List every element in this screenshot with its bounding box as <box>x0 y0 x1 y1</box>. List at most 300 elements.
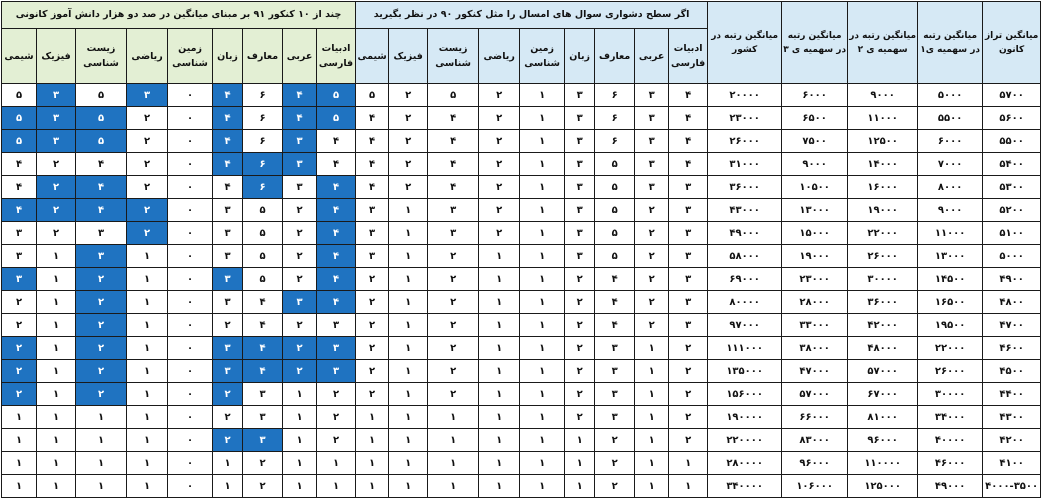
score90-cell: ۱ <box>635 406 669 429</box>
score90-cell: ۲ <box>428 314 479 337</box>
score90-cell: ۳ <box>595 383 635 406</box>
score90-cell: ۲ <box>669 360 708 383</box>
score91-cell: ۵ <box>317 84 356 107</box>
score91-cell: ۲ <box>2 337 37 360</box>
score91-cell: ۲ <box>76 314 127 337</box>
score90-cell: ۵ <box>595 222 635 245</box>
value-cell: ۲۸۰۰۰۰ <box>708 452 782 475</box>
score91-cell: ۳ <box>243 406 283 429</box>
score91-cell: ۱ <box>76 429 127 452</box>
value-cell: ۴۷۰۰۰ <box>782 360 848 383</box>
score90-cell: ۳ <box>565 199 595 222</box>
score91-cell: ۱ <box>2 475 37 498</box>
score90-cell: ۳ <box>565 107 595 130</box>
score91-cell: ۱ <box>37 383 76 406</box>
score90-cell: ۴ <box>428 176 479 199</box>
value-cell: ۵۴۰۰ <box>983 153 1041 176</box>
score90-cell: ۲ <box>565 314 595 337</box>
score90-cell: ۲ <box>389 84 428 107</box>
score90-cell: ۲ <box>356 383 389 406</box>
score90-cell: ۴ <box>356 153 389 176</box>
score90-cell: ۱ <box>520 475 565 498</box>
value-cell: ۱۶۵۰۰ <box>918 291 983 314</box>
score91-cell: ۴ <box>317 245 356 268</box>
score91-cell: ۲ <box>213 429 243 452</box>
table-row <box>2 360 1041 383</box>
score90-cell: ۱ <box>520 360 565 383</box>
score91-cell: ۲ <box>37 222 76 245</box>
score91-cell: ۰ <box>168 107 213 130</box>
score91-cell: ۳ <box>2 268 37 291</box>
score91-cell: ۲ <box>76 383 127 406</box>
score90-cell: ۲ <box>595 429 635 452</box>
score90-cell: ۱ <box>428 452 479 475</box>
score90-cell: ۱ <box>520 130 565 153</box>
subject-header-geology-90: زمین شناسی <box>520 29 565 84</box>
score90-cell: ۵ <box>595 199 635 222</box>
value-cell: ۲۶۰۰۰ <box>848 245 918 268</box>
score90-cell: ۱ <box>389 360 428 383</box>
score91-cell: ۱ <box>37 452 76 475</box>
score90-cell: ۳ <box>595 337 635 360</box>
score91-cell: ۲ <box>283 245 317 268</box>
score90-cell: ۲ <box>428 245 479 268</box>
value-cell: ۴۹۰۰۰ <box>708 222 782 245</box>
score91-cell: ۰ <box>168 475 213 498</box>
score90-cell: ۳ <box>595 406 635 429</box>
value-cell: ۴۸۰۰۰ <box>848 337 918 360</box>
score91-cell: ۳ <box>213 245 243 268</box>
score90-cell: ۱ <box>520 245 565 268</box>
score90-cell: ۱ <box>479 383 520 406</box>
score91-cell: ۰ <box>168 452 213 475</box>
score90-cell: ۱ <box>635 429 669 452</box>
value-cell: ۱۲۵۰۰۰ <box>848 475 918 498</box>
score90-cell: ۴ <box>669 130 708 153</box>
score91-cell: ۴ <box>243 337 283 360</box>
value-cell: ۸۰۰۰ <box>918 176 983 199</box>
score91-cell: ۲ <box>283 314 317 337</box>
value-cell: ۶۰۰۰ <box>782 84 848 107</box>
score90-cell: ۲ <box>635 245 669 268</box>
score90-cell: ۲ <box>389 107 428 130</box>
score90-cell: ۳ <box>595 360 635 383</box>
score90-cell: ۳ <box>428 199 479 222</box>
score91-cell: ۴ <box>76 176 127 199</box>
score90-cell: ۱ <box>520 383 565 406</box>
score90-cell: ۱ <box>520 406 565 429</box>
score91-cell: ۵ <box>2 107 37 130</box>
score91-cell: ۲ <box>127 153 168 176</box>
score91-cell: ۲ <box>76 337 127 360</box>
score91-cell: ۴ <box>317 268 356 291</box>
score91-cell: ۲ <box>283 360 317 383</box>
value-cell: ۳۴۰۰۰۰ <box>708 475 782 498</box>
score90-cell: ۲ <box>356 291 389 314</box>
score90-cell: ۱ <box>635 337 669 360</box>
score91-cell: ۲ <box>37 176 76 199</box>
score91-cell: ۳ <box>2 245 37 268</box>
score91-cell: ۳ <box>127 84 168 107</box>
value-cell: ۱۹۰۰۰ <box>782 245 848 268</box>
score90-cell: ۱ <box>479 475 520 498</box>
score91-cell: ۲ <box>76 291 127 314</box>
subject-header-english-91: زبان <box>213 29 243 84</box>
score91-cell: ۲ <box>127 130 168 153</box>
score90-cell: ۴ <box>595 291 635 314</box>
score90-cell: ۳ <box>428 222 479 245</box>
subject-header-religion-90: معارف <box>595 29 635 84</box>
score90-cell: ۲ <box>669 383 708 406</box>
col-header-quota2: میانگین رتبه در سهمیه ی ۲ <box>848 2 918 84</box>
value-cell: ۱۳۰۰۰ <box>782 199 848 222</box>
score90-cell: ۱ <box>389 429 428 452</box>
value-cell: ۱۱۰۰۰ <box>848 107 918 130</box>
score91-cell: ۳ <box>213 199 243 222</box>
value-cell: ۴۰۰۰۰ <box>918 429 983 452</box>
score91-cell: ۰ <box>168 314 213 337</box>
score91-cell: ۴ <box>213 176 243 199</box>
score90-cell: ۱ <box>669 475 708 498</box>
score90-cell: ۲ <box>356 268 389 291</box>
score90-cell: ۳ <box>635 153 669 176</box>
value-cell: ۲۲۰۰۰ <box>848 222 918 245</box>
value-cell: ۲۰۰۰۰ <box>708 84 782 107</box>
table-row <box>2 84 1041 107</box>
score90-cell: ۲ <box>428 360 479 383</box>
score91-cell: ۲ <box>76 360 127 383</box>
value-cell: ۴۲۰۰۰ <box>848 314 918 337</box>
score90-cell: ۱ <box>520 268 565 291</box>
score90-cell: ۱ <box>389 406 428 429</box>
score90-cell: ۳ <box>565 176 595 199</box>
score91-cell: ۲ <box>127 107 168 130</box>
score90-cell: ۲ <box>479 199 520 222</box>
score91-cell: ۳ <box>283 130 317 153</box>
value-cell: ۴۱۰۰ <box>983 452 1041 475</box>
score91-cell: ۰ <box>168 199 213 222</box>
score90-cell: ۴ <box>428 130 479 153</box>
value-cell: ۱۹۰۰۰ <box>848 199 918 222</box>
score90-cell: ۲ <box>669 337 708 360</box>
score91-cell: ۴ <box>283 84 317 107</box>
score91-cell: ۳ <box>37 107 76 130</box>
score90-cell: ۲ <box>356 360 389 383</box>
score90-cell: ۵ <box>595 245 635 268</box>
score91-cell: ۳ <box>283 153 317 176</box>
score91-cell: ۱ <box>37 475 76 498</box>
score90-cell: ۲ <box>428 337 479 360</box>
score90-cell: ۳ <box>635 176 669 199</box>
score90-cell: ۱ <box>479 337 520 360</box>
score91-cell: ۵ <box>76 84 127 107</box>
score91-cell: ۴ <box>243 360 283 383</box>
score91-cell: ۵ <box>2 84 37 107</box>
score91-cell: ۲ <box>76 268 127 291</box>
score90-cell: ۳ <box>565 153 595 176</box>
score90-cell: ۲ <box>389 176 428 199</box>
group-header-91: چند از ۱۰ کنکور ۹۱ بر مبنای میانگین در صد دو هزار دانش آموز کانونی <box>2 2 356 29</box>
score91-cell: ۲ <box>213 383 243 406</box>
score91-cell: ۱ <box>76 406 127 429</box>
value-cell: ۷۰۰۰ <box>918 153 983 176</box>
value-cell: ۴۷۰۰ <box>983 314 1041 337</box>
value-cell: ۹۷۰۰۰ <box>708 314 782 337</box>
value-cell: ۵۱۰۰ <box>983 222 1041 245</box>
score91-cell: ۵ <box>2 130 37 153</box>
score90-cell: ۱ <box>635 475 669 498</box>
score91-cell: ۲ <box>317 406 356 429</box>
score90-cell: ۲ <box>565 337 595 360</box>
score91-cell: ۳ <box>213 291 243 314</box>
value-cell: ۳۶۰۰۰ <box>708 176 782 199</box>
table-row <box>2 406 1041 429</box>
score90-cell: ۲ <box>479 176 520 199</box>
score91-cell: ۰ <box>168 406 213 429</box>
score91-cell: ۱ <box>283 475 317 498</box>
value-cell: ۱۵۶۰۰۰ <box>708 383 782 406</box>
score91-cell: ۴ <box>2 153 37 176</box>
score91-cell: ۰ <box>168 222 213 245</box>
score91-cell: ۶ <box>243 176 283 199</box>
score91-cell: ۱ <box>37 314 76 337</box>
score90-cell: ۲ <box>635 268 669 291</box>
subject-header-arabic-90: عربی <box>635 29 669 84</box>
value-cell: ۱۱۰۰۰۰ <box>848 452 918 475</box>
value-cell: ۱۱۰۰۰ <box>918 222 983 245</box>
score90-cell: ۳ <box>669 176 708 199</box>
score90-cell: ۲ <box>356 337 389 360</box>
subject-header-geology-91: زمین شناسی <box>168 29 213 84</box>
score91-cell: ۱ <box>127 337 168 360</box>
score91-cell: ۴ <box>213 153 243 176</box>
score91-cell: ۴ <box>2 176 37 199</box>
score91-cell: ۶ <box>243 130 283 153</box>
score90-cell: ۱ <box>635 383 669 406</box>
score91-cell: ۳ <box>2 222 37 245</box>
score90-cell: ۳ <box>669 314 708 337</box>
value-cell: ۹۶۰۰۰ <box>782 452 848 475</box>
subject-header-physics-91: فیزیک <box>37 29 76 84</box>
score90-cell: ۳ <box>635 130 669 153</box>
score90-cell: ۲ <box>428 383 479 406</box>
rank-table <box>1 1 1041 498</box>
score90-cell: ۳ <box>669 199 708 222</box>
score91-cell: ۲ <box>2 314 37 337</box>
score90-cell: ۴ <box>669 153 708 176</box>
value-cell: ۵۶۰۰ <box>983 107 1041 130</box>
score91-cell: ۳ <box>213 337 243 360</box>
score90-cell: ۲ <box>565 291 595 314</box>
score90-cell: ۲ <box>389 153 428 176</box>
value-cell: ۱۴۵۰۰ <box>918 268 983 291</box>
score90-cell: ۱ <box>565 475 595 498</box>
score91-cell: ۱ <box>127 475 168 498</box>
score91-cell: ۲ <box>283 337 317 360</box>
col-header-taraz: میانگین تراز کانون <box>983 2 1041 84</box>
value-cell: ۸۱۰۰۰ <box>848 406 918 429</box>
value-cell: ۶۶۰۰۰ <box>782 406 848 429</box>
score91-cell: ۱ <box>213 475 243 498</box>
value-cell: ۱۹۵۰۰ <box>918 314 983 337</box>
score91-cell: ۳ <box>37 84 76 107</box>
value-cell: ۹۰۰۰ <box>918 199 983 222</box>
table-row <box>2 429 1041 452</box>
score91-cell: ۱ <box>37 360 76 383</box>
score91-cell: ۱ <box>2 429 37 452</box>
value-cell: ۴۲۰۰ <box>983 429 1041 452</box>
score91-cell: ۲ <box>37 153 76 176</box>
value-cell: ۴۰۰۰-۳۵۰۰ <box>983 475 1041 498</box>
value-cell: ۵۷۰۰ <box>983 84 1041 107</box>
score90-cell: ۱ <box>356 452 389 475</box>
score90-cell: ۲ <box>595 452 635 475</box>
score91-cell: ۱ <box>213 452 243 475</box>
value-cell: ۱۲۵۰۰ <box>848 130 918 153</box>
value-cell: ۱۵۰۰۰ <box>782 222 848 245</box>
score91-cell: ۵ <box>76 107 127 130</box>
score90-cell: ۶ <box>595 84 635 107</box>
score91-cell: ۱ <box>76 452 127 475</box>
score91-cell: ۴ <box>317 222 356 245</box>
score90-cell: ۳ <box>356 245 389 268</box>
score91-cell: ۱ <box>317 452 356 475</box>
value-cell: ۵۲۰۰ <box>983 199 1041 222</box>
score91-cell: ۳ <box>283 291 317 314</box>
score90-cell: ۱ <box>389 475 428 498</box>
value-cell: ۵۳۰۰ <box>983 176 1041 199</box>
value-cell: ۷۵۰۰ <box>782 130 848 153</box>
score91-cell: ۳ <box>213 268 243 291</box>
score91-cell: ۰ <box>168 84 213 107</box>
score90-cell: ۳ <box>565 245 595 268</box>
subject-header-chemistry-90: شیمی <box>356 29 389 84</box>
score90-cell: ۲ <box>389 130 428 153</box>
value-cell: ۶۷۰۰۰ <box>848 383 918 406</box>
table-row <box>2 452 1041 475</box>
score90-cell: ۴ <box>356 176 389 199</box>
score90-cell: ۳ <box>565 222 595 245</box>
value-cell: ۴۹۰۰ <box>983 268 1041 291</box>
value-cell: ۴۶۰۰۰ <box>918 452 983 475</box>
score91-cell: ۱ <box>283 429 317 452</box>
value-cell: ۹۰۰۰ <box>848 84 918 107</box>
value-cell: ۵۵۰۰ <box>918 107 983 130</box>
score91-cell: ۰ <box>168 337 213 360</box>
score90-cell: ۱ <box>520 452 565 475</box>
value-cell: ۴۳۰۰۰ <box>708 199 782 222</box>
value-cell: ۳۱۰۰۰ <box>708 153 782 176</box>
value-cell: ۳۶۰۰۰ <box>848 291 918 314</box>
score91-cell: ۰ <box>168 429 213 452</box>
score91-cell: ۲ <box>127 176 168 199</box>
score90-cell: ۱ <box>520 176 565 199</box>
score90-cell: ۵ <box>428 84 479 107</box>
score91-cell: ۲ <box>317 429 356 452</box>
score90-cell: ۳ <box>356 199 389 222</box>
score90-cell: ۲ <box>479 222 520 245</box>
score90-cell: ۲ <box>635 199 669 222</box>
col-header-country: میانگین رتبه در کشور <box>708 2 782 84</box>
score90-cell: ۱ <box>389 337 428 360</box>
score91-cell: ۵ <box>243 268 283 291</box>
value-cell: ۴۵۰۰ <box>983 360 1041 383</box>
score91-cell: ۴ <box>317 130 356 153</box>
score90-cell: ۲ <box>565 406 595 429</box>
value-cell: ۹۶۰۰۰ <box>848 429 918 452</box>
score91-cell: ۱ <box>127 452 168 475</box>
score90-cell: ۱ <box>520 199 565 222</box>
score90-cell: ۱ <box>389 268 428 291</box>
table-row <box>2 130 1041 153</box>
score90-cell: ۵ <box>595 153 635 176</box>
score90-cell: ۱ <box>520 337 565 360</box>
score91-cell: ۰ <box>168 130 213 153</box>
score90-cell: ۲ <box>479 84 520 107</box>
score91-cell: ۴ <box>243 314 283 337</box>
table-row <box>2 383 1041 406</box>
score91-cell: ۳ <box>76 245 127 268</box>
score91-cell: ۰ <box>168 383 213 406</box>
score90-cell: ۴ <box>669 107 708 130</box>
score91-cell: ۲ <box>283 222 317 245</box>
score91-cell: ۶ <box>243 107 283 130</box>
subject-header-math-90: ریاضی <box>479 29 520 84</box>
score91-cell: ۴ <box>213 84 243 107</box>
score91-cell: ۳ <box>213 222 243 245</box>
score91-cell: ۰ <box>168 245 213 268</box>
value-cell: ۶۹۰۰۰ <box>708 268 782 291</box>
score90-cell: ۳ <box>669 222 708 245</box>
value-cell: ۴۴۰۰ <box>983 383 1041 406</box>
value-cell: ۶۰۰۰ <box>918 130 983 153</box>
score91-cell: ۳ <box>317 360 356 383</box>
score90-cell: ۱ <box>428 475 479 498</box>
score91-cell: ۳ <box>243 383 283 406</box>
score90-cell: ۲ <box>565 268 595 291</box>
score91-cell: ۱ <box>37 268 76 291</box>
score90-cell: ۱ <box>565 429 595 452</box>
score90-cell: ۲ <box>669 429 708 452</box>
score90-cell: ۴ <box>595 314 635 337</box>
subject-header-chemistry-91: شیمی <box>2 29 37 84</box>
col-header-quota1: میانگین رتبه در سهمیه ی۱ <box>918 2 983 84</box>
score91-cell: ۱ <box>127 360 168 383</box>
value-cell: ۴۶۰۰ <box>983 337 1041 360</box>
value-cell: ۱۹۰۰۰۰ <box>708 406 782 429</box>
score90-cell: ۲ <box>635 222 669 245</box>
subject-header-arabic-91: عربی <box>283 29 317 84</box>
subject-header-english-90: زبان <box>565 29 595 84</box>
score91-cell: ۱ <box>76 475 127 498</box>
value-cell: ۱۴۰۰۰ <box>848 153 918 176</box>
value-cell: ۱۳۰۰۰ <box>918 245 983 268</box>
score91-cell: ۶ <box>243 153 283 176</box>
score90-cell: ۵ <box>595 176 635 199</box>
score90-cell: ۲ <box>669 406 708 429</box>
score91-cell: ۵ <box>243 222 283 245</box>
subject-header-biology-91: زیست شناسی <box>76 29 127 84</box>
score91-cell: ۲ <box>2 383 37 406</box>
score90-cell: ۱ <box>520 107 565 130</box>
score90-cell: ۱ <box>520 291 565 314</box>
subject-header-persian-lit-90: ادبیات فارسی <box>669 29 708 84</box>
value-cell: ۲۲۰۰۰۰ <box>708 429 782 452</box>
table-row <box>2 291 1041 314</box>
score91-cell: ۵ <box>243 199 283 222</box>
score90-cell: ۱ <box>389 314 428 337</box>
score91-cell: ۲ <box>283 268 317 291</box>
